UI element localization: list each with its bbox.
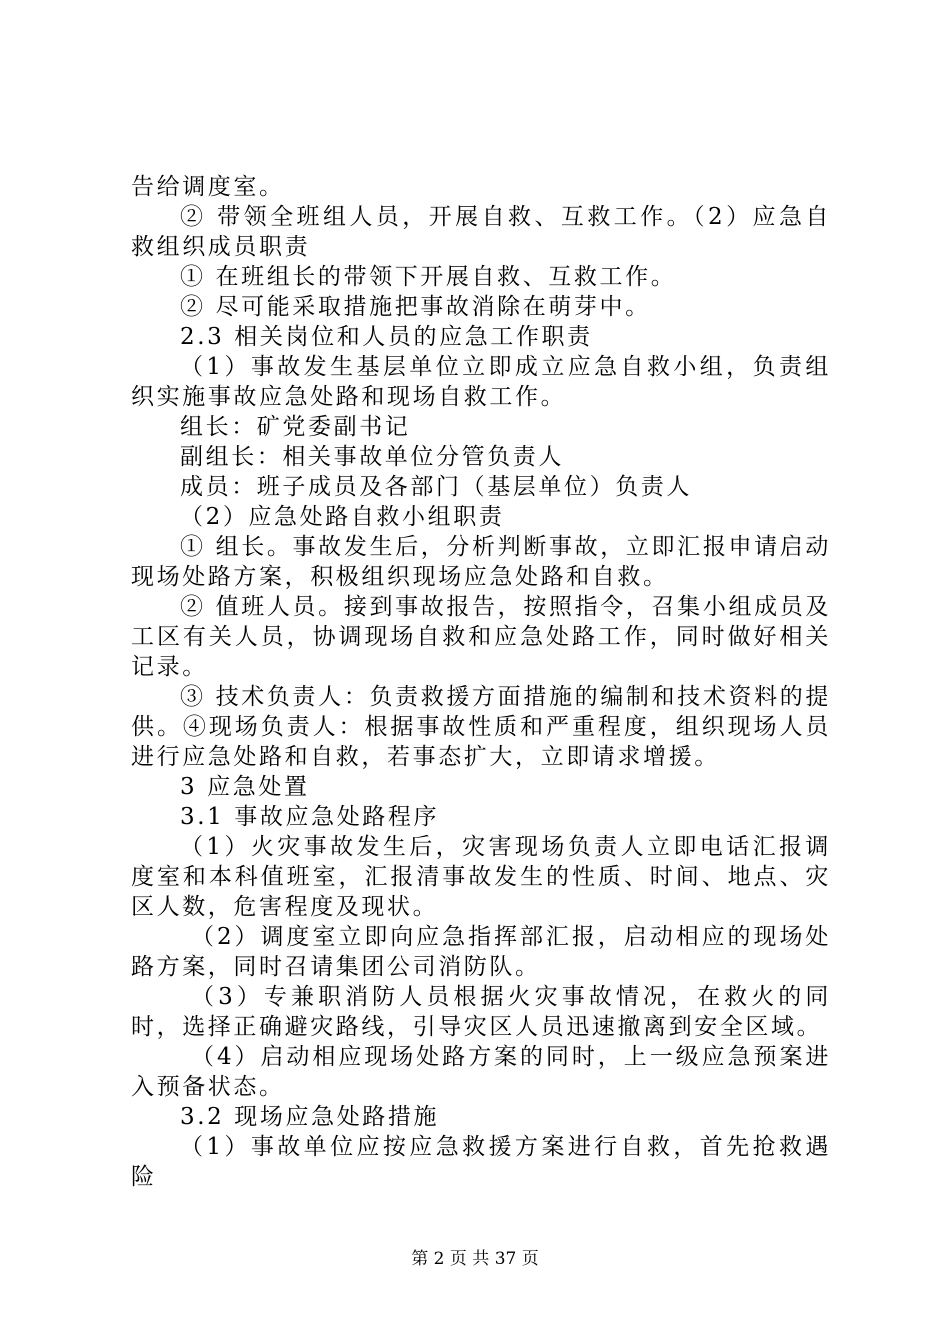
paragraph: ③ 技术负责人：负责救援方面措施的编制和技术资料的提供。④现场负责人：根据事故性质和严重程度，组织现场人员进行应急处路和自救，若事态扩大，立即请求增援。	[131, 684, 831, 770]
section-heading: 2.3 相关岗位和人员的应急工作职责	[180, 324, 593, 350]
paragraph: 组长：矿党委副书记	[180, 414, 411, 440]
paragraph: 告给调度室。	[131, 174, 285, 200]
section-heading: 3 应急处置	[180, 774, 310, 800]
paragraph: （2）应急处路自救小组职责	[180, 504, 505, 530]
paragraph: （3）专兼职消防人员根据火灾事故情况，在救火的同时，选择正确避灾路线，引导灾区人员迅速撤离到安全区域。	[131, 984, 831, 1040]
paragraph: 副组长：相关事故单位分管负责人	[180, 444, 564, 470]
paragraph: （2）调度室立即向应急指挥部汇报，启动相应的现场处路方案，同时召请集团公司消防队。	[131, 924, 831, 980]
paragraph: 成员：班子成员及各部门（基层单位）负责人	[180, 474, 692, 500]
section-heading: 3.1 事故应急处路程序	[180, 804, 440, 830]
paragraph: ② 带领全班组人员，开展自救、互救工作。（2）应急自救组织成员职责	[131, 204, 831, 260]
page-number-footer: 第 2 页 共 37 页	[411, 1249, 539, 1269]
paragraph: （1）事故发生基层单位立即成立应急自救小组，负责组织实施事故应急处路和现场自救工作。	[131, 354, 831, 410]
paragraph: ② 值班人员。接到事故报告，按照指令，召集小组成员及工区有关人员，协调现场自救和应急处路工作，同时做好相关记录。	[131, 594, 831, 680]
paragraph: ① 组长。事故发生后，分析判断事故，立即汇报申请启动现场处路方案，积极组织现场应急处路和自救。	[131, 534, 831, 590]
section-heading: 3.2 现场应急处路措施	[180, 1104, 440, 1130]
paragraph: （1）火灾事故发生后，灾害现场负责人立即电话汇报调度室和本科值班室，汇报清事故发生的性质、时间、地点、灾区人数，危害程度及现状。	[131, 834, 831, 920]
paragraph: ① 在班组长的带领下开展自救、互救工作。	[180, 264, 677, 290]
document-body	[131, 172, 831, 1192]
paragraph: ② 尽可能采取措施把事故消除在萌芽中。	[180, 294, 651, 320]
paragraph: （1）事故单位应按应急救援方案进行自救，首先抢救遇险	[131, 1134, 831, 1190]
paragraph: （4）启动相应现场处路方案的同时，上一级应急预案进入预备状态。	[131, 1044, 831, 1100]
